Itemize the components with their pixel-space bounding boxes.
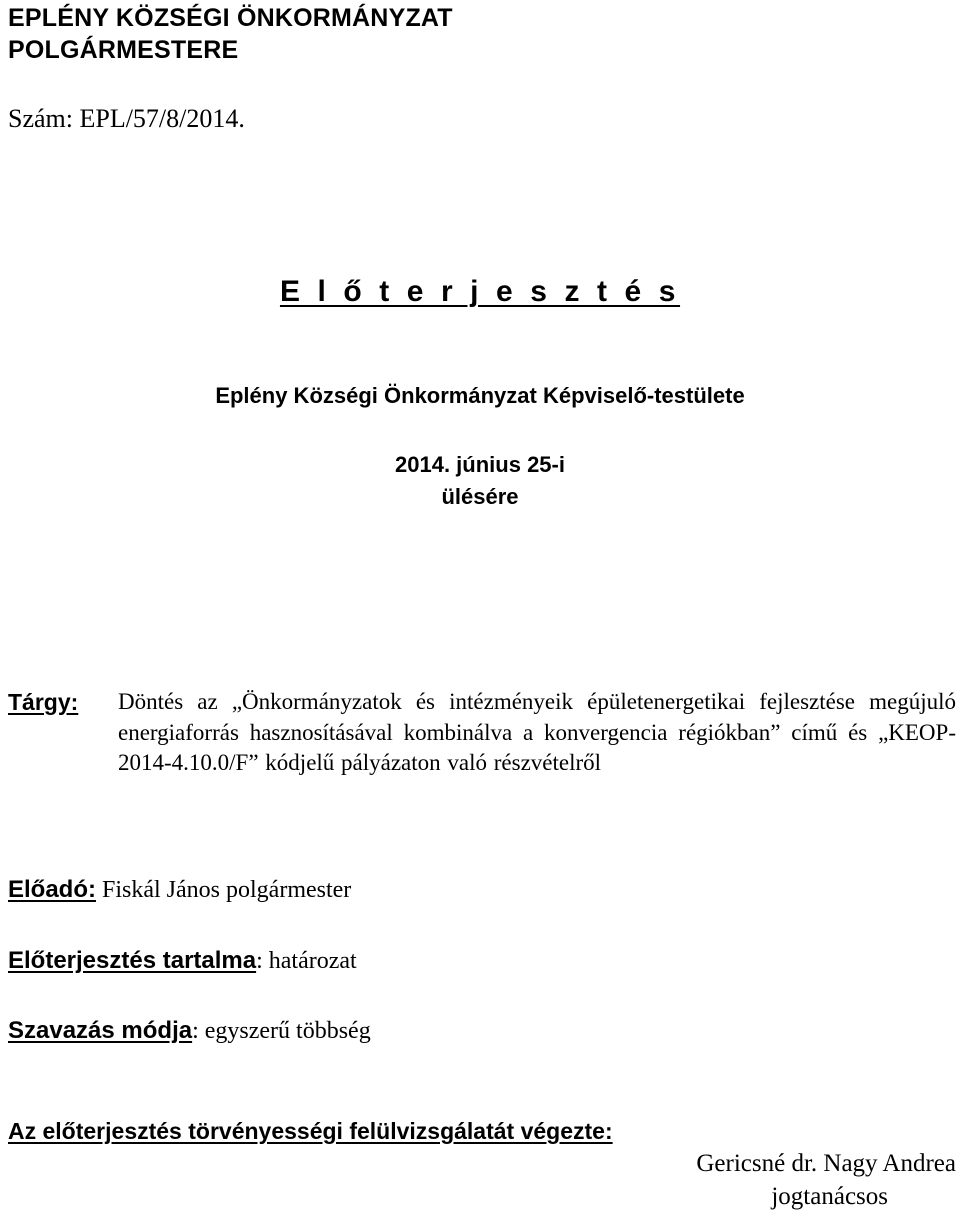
subject-text: Döntés az „Önkormányzatok és intézményeik épületenergetikai fejlesztése megújuló energiaforrás hasznosításával kombinálva a konvergencia régiókban” című és „KEOP-2014-4.10.0/F” kódjelű pályázaton való részvételről [118, 689, 956, 775]
addressee: Eplény Községi Önkormányzat Képviselő-testülete [215, 383, 745, 408]
document-title: E l ő t e r j e s z t é s [279, 275, 681, 308]
presenter-value: Fiskál János polgármester [96, 877, 352, 903]
voting-value: : egyszerű többség [192, 1018, 371, 1044]
voting-row [8, 1016, 371, 1046]
presenter-label: Előadó: [8, 876, 96, 903]
meeting-session: ülésére [441, 484, 519, 509]
meeting-date: 2014. június 25-i [395, 452, 565, 477]
content-value: : határozat [256, 948, 357, 974]
content-row [8, 946, 357, 976]
voting-label: Szavazás módja [8, 1017, 193, 1044]
reviewer-role: jogtanácsos [771, 1183, 888, 1210]
subject-label: Tárgy: [8, 689, 79, 715]
review-label: Az előterjesztés törvényességi felülvizsgálatát végezte: [8, 1118, 613, 1144]
presenter-row [8, 875, 351, 905]
content-label: Előterjesztés tartalma [8, 947, 257, 974]
reviewer-name: Gericsné dr. Nagy Andrea [696, 1150, 956, 1177]
header-municipality: EPLÉNY KÖZSÉGI ÖNKORMÁNYZAT [8, 4, 453, 32]
header-mayor: POLGÁRMESTERE [8, 36, 239, 64]
reference-number: Szám: EPL/57/8/2014. [8, 104, 245, 133]
